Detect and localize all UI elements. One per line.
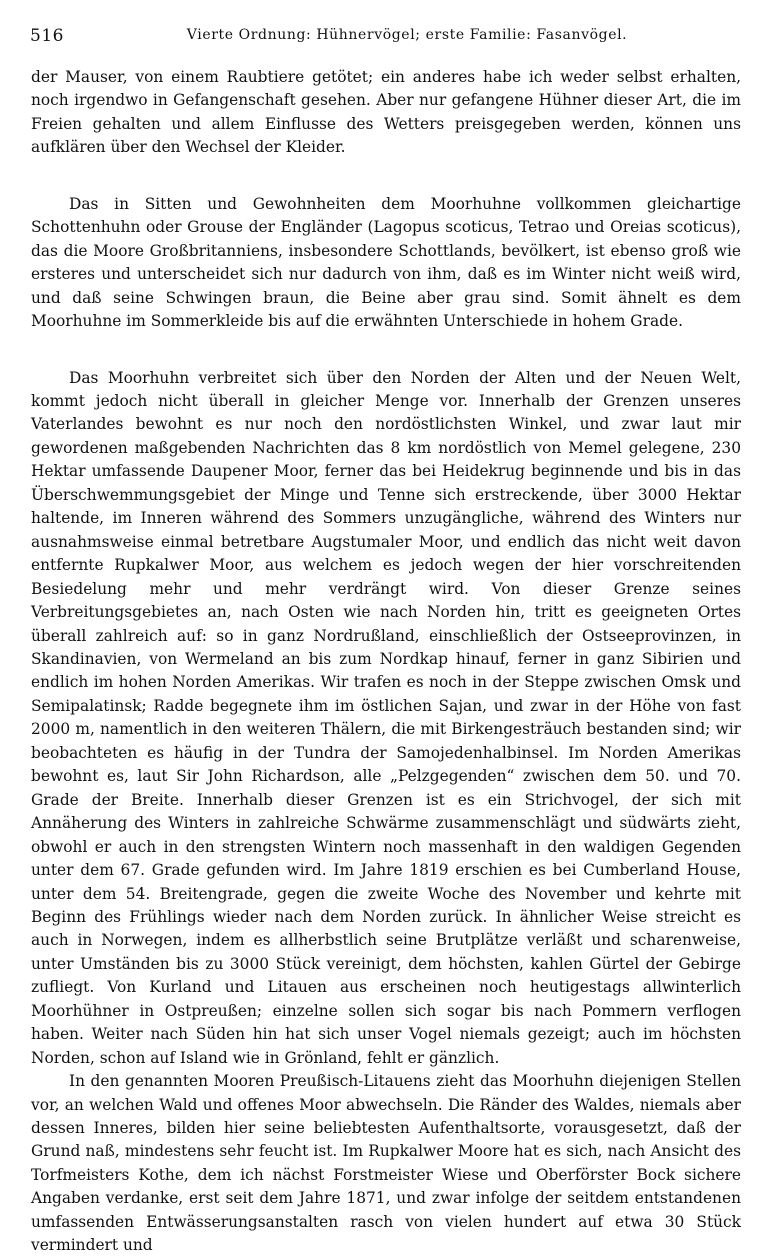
paragraph-aufenthalt: In den genannten Mooren Preußisch-Litauens zieht das Moorhuhn diejenigen Stellen vor, an welchen Wald und offenes Moor abwechseln. Die Ränder des Waldes, niemals aber dessen Inneres, bilden hier seine beliebtesten Aufenthaltsorte, vorausgesetzt, daß der Grund naß, mindestens sehr feucht ist. Im Rupkalwer Moore hat es sich, nach Ansicht des Torfmeisters Kothe, dem ich nächst Forstmeister Wiese und Oberförster Bock sichere Angaben verdanke, erst seit dem Jahre 1871, und zwar infolge der seitdem entstandenen umfassenden Entwässerungsanstalten rasch von vielen hundert auf etwa 30 Stück vermindert und [31, 1072, 741, 1255]
paragraph-schottenhuhn: Das in Sitten und Gewohnheiten dem Moorhuhne vollkommen gleichartige Schottenhuhn oder Grouse der Engländer (Lagopus scoticus, Tetrao und Oreias scoticus), das die Moore Großbritanniens, insbesondere Schottlands, bevölkert, ist ebenso groß wie ersteres und unterscheidet sich nur dadurch von ihm, daß es im Winter nicht weiß wird, und daß seine Schwingen braun, die Beine aber grau sind. Somit ähnelt es dem Moorhuhne im Sommerkleide bis auf die erwähnten Unterschiede in hohem Grade. [31, 194, 741, 331]
page-number: 516 [30, 26, 64, 46]
running-head: Vierte Ordnung: Hühnervögel; erste Familie: Fasanvögel. [186, 27, 628, 43]
page-header [30, 26, 744, 50]
paragraph-continuation: der Mauser, von einem Raubtiere getötet; ein anderes habe ich weder selbst erhalten, noch irgendwo in Gefangenschaft gesehen. Aber nur gefangene Hühner dieser Art, die im Freien gehalten und allem Einflusse des Wetters preisgegeben werden, können uns aufklären über den Wechsel der Kleider. [31, 68, 741, 157]
body-text [31, 66, 741, 1258]
paragraph-verbreitung: Das Moorhuhn verbreitet sich über den Norden der Alten und der Neuen Welt, kommt jedoch nicht überall in gleicher Menge vor. Innerhalb der Grenzen unseres Vaterlandes bewohnt es nur noch den nordöstlichsten Winkel, und zwar laut mir gewordenen maßgebenden Nachrichten das 8 km nordöstlich von Memel gelegene, 230 Hektar umfassende Daupener Moor, ferner das bei Heidekrug beginnende und bis in das Überschwemmungsgebiet der Minge und Tenne sich erstreckende, über 3000 Hektar haltende, im Inneren während des Sommers unzugängliche, während des Winters nur ausnahmsweise einmal betretbare Augstumaler Moor, und endlich das nicht weit davon entfernte Rupkalwer Moor, aus welchem es jedoch wegen der hier vorschreitenden Besiedelung mehr und mehr verdrängt wird. Von dieser Grenze seines Verbreitungsgebietes an, nach Osten wie nach Norden hin, tritt es geeigneten Ortes überall zahlreich auf: so in ganz Nordrußland, einschließlich der Ostseeprovinzen, in Skandinavien, von Wermeland an bis zum Nordkap hinauf, ferner in ganz Sibirien und endlich im hohen Norden Amerikas. Wir trafen es noch in der Steppe zwischen Omsk und Semipalatinsk; Radde begegnete ihm im östlichen Sajan, und zwar in der Höhe von fast 2000 m, namentlich in den weiteren Thälern, die mit Birkengesträuch bestanden sind; wir beobachteten es häufig in der Tundra der Samojedenhalbinsel. Im Norden Amerikas bewohnt es, laut Sir John Richardson, alle „Pelzgegenden“ zwischen dem 50. und 70. Grade der Breite. Innerhalb dieser Grenzen ist es ein Strichvogel, der sich mit Annäherung des Winters in zahlreiche Schwärme zusammenschlägt und südwärts zieht, obwohl er auch in den strengsten Wintern noch massenhaft in den waldigen Gegenden unter dem 67. Grade gefunden wird. Im Jahre 1819 erschien es bei Cumberland House, unter dem 54. Breitengrade, gegen die zweite Woche des November und kehrte mit Beginn des Frühlings wieder nach dem Norden zurück. In ähnlicher Weise streicht es auch in Norwegen, indem es allherbstlich seine Brutplätze verläßt und scharenweise, unter Umständen bis zu 3000 Stück vereinigt, dem höchsten, kahlen Gürtel der Gebirge zufliegt. Von Kurland und Litauen aus erscheinen noch heutigestags allwinterlich Moorhühner in Ostpreußen; einzelne sollen sich sogar bis nach Pommern verflogen haben. Weiter nach Süden hin hat sich unser Vogel niemals gezeigt; auch im höchsten Norden, schon auf Island wie in Grönland, fehlt er gänzlich. [31, 368, 741, 1067]
